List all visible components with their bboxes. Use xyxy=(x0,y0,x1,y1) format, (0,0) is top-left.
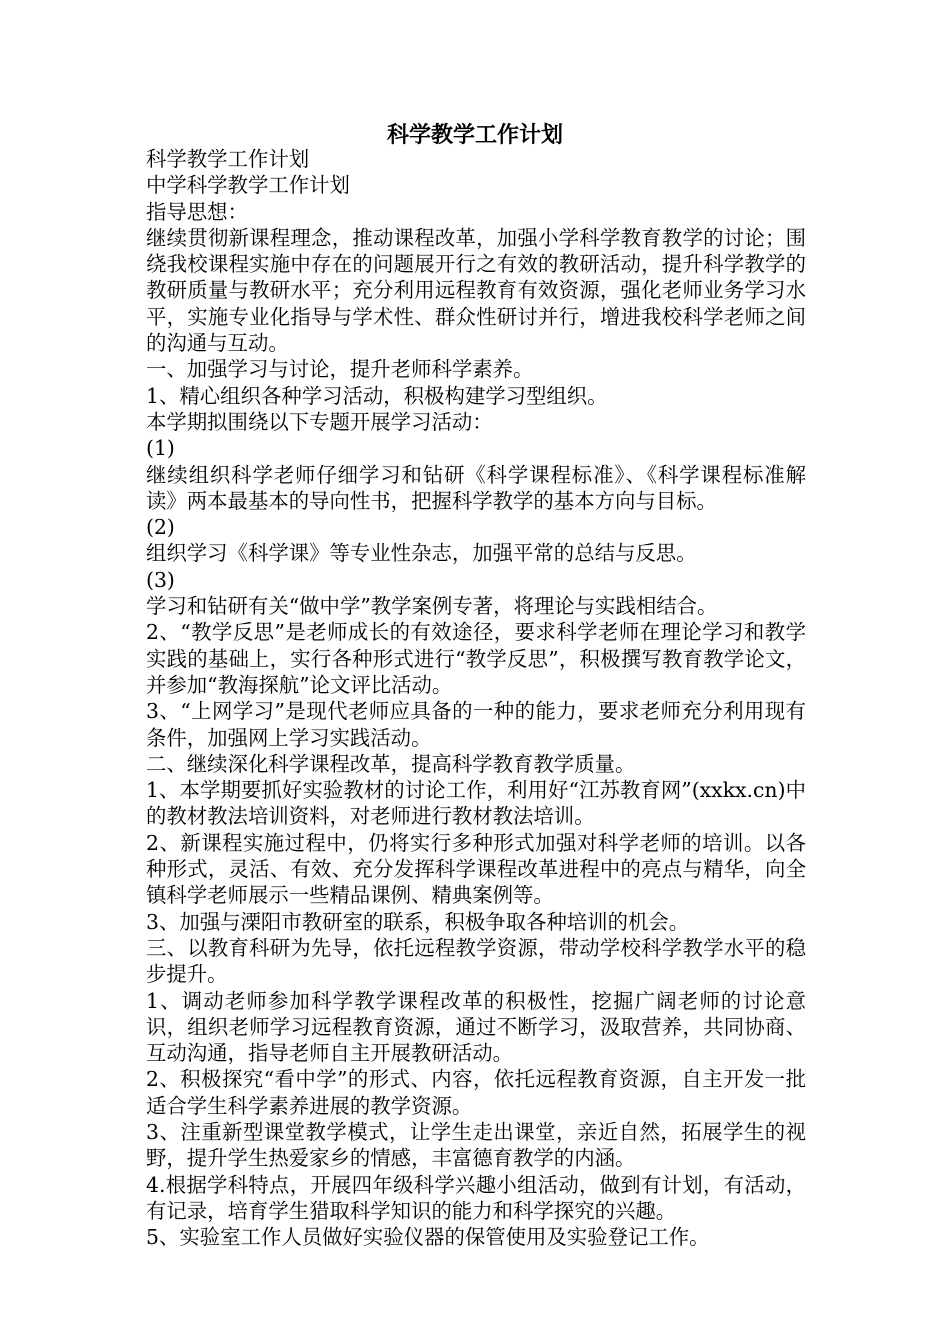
list-marker: (1) xyxy=(146,436,175,461)
body-paragraph: 1、本学期要抓好实验教材的讨论工作，利用好“江苏教育网”(xxkx.cn)中的教材教法培训资料，对老师进行教材教法培训。 xyxy=(146,778,806,829)
body-paragraph: 1、精心组织各种学习活动，积极构建学习型组织。 xyxy=(146,383,608,408)
subtitle-line: 科学教学工作计划 xyxy=(146,147,310,171)
body-paragraph: 继续组织科学老师仔细学习和钻研《科学课程标准》、《科学课程标准解读》两本最基本的导向性书，把握科学教学的基本方向与目标。 xyxy=(146,462,806,513)
body-paragraph: 4.根据学科特点，开展四年级科学兴趣小组活动，做到有计划，有活动，有记录，培育学生猎取科学知识的能力和科学探究的兴趣。 xyxy=(146,1172,806,1223)
document-body xyxy=(146,146,806,1250)
body-paragraph: 3、“上网学习”是现代老师应具备的一种的能力，要求老师充分利用现有条件，加强网上学习实践活动。 xyxy=(146,699,806,750)
section-heading: 三、以教育科研为先导，依托远程教学资源，带动学校科学教学水平的稳步提升。 xyxy=(146,935,806,987)
subtitle-line: 中学科学教学工作计划 xyxy=(146,173,350,198)
body-paragraph: 1、调动老师参加科学教学课程改革的积极性，挖掘广阔老师的讨论意识，组织老师学习远程教育资源，通过不断学习，汲取营养，共同协商、互动沟通，指导老师自主开展教研活动。 xyxy=(146,988,806,1066)
body-paragraph: 本学期拟围绕以下专题开展学习活动： xyxy=(146,409,493,434)
body-paragraph: 2、积极探究“看中学”的形式、内容，依托远程教育资源，自主开发一批适合学生科学素养进展的教学资源。 xyxy=(146,1067,806,1118)
section-heading: 二、继续深化科学课程改革，提高科学教育教学质量。 xyxy=(146,751,636,776)
body-paragraph: 5、实验室工作人员做好实验仪器的保管使用及实验登记工作。 xyxy=(146,1225,710,1250)
body-paragraph: 3、加强与溧阳市教研室的联系，积极争取各种培训的机会。 xyxy=(146,909,690,934)
body-paragraph: 组织学习《科学课》等专业性杂志，加强平常的总结与反思。 xyxy=(146,541,697,566)
body-paragraph: 学习和钻研有关“做中学”教学案例专著，将理论与实践相结合。 xyxy=(146,594,718,619)
document-title: 科学教学工作计划 xyxy=(386,123,563,148)
list-marker: (3) xyxy=(146,567,175,592)
body-paragraph: 2、“教学反思”是老师成长的有效途径，要求科学老师在理论学习和教学实践的基础上，实行各种形式进行“教学反思”，积极撰写教育教学论文，并参加“教海探航”论文评比活动。 xyxy=(146,620,806,697)
body-paragraph: 继续贯彻新课程理念，推动课程改革，加强小学科学教育教学的讨论；围绕我校课程实施中存在的问题展开行之有效的教研活动，提升科学教学的教研质量与教研水平；充分利用远程教育有效资源，强化老师业务学习水平，实施专业化指导与学术性、群众性研讨并行，增进我校科学老师之间的沟通与互动。 xyxy=(146,225,806,356)
body-paragraph: 3、注重新型课堂教学模式，让学生走出课堂，亲近自然，拓展学生的视野，提升学生热爱家乡的情感，丰富德育教学的内涵。 xyxy=(146,1119,806,1171)
list-marker: (2) xyxy=(146,515,175,540)
body-paragraph: 2、新课程实施过程中，仍将实行多种形式加强对科学老师的培训。以各种形式，灵活、有效、充分发挥科学课程改革进程中的亮点与精华，向全镇科学老师展示一些精品课例、精典案例等。 xyxy=(146,830,806,908)
section-heading: 指导思想： xyxy=(146,199,248,224)
section-heading: 一、加强学习与讨论，提升老师科学素养。 xyxy=(146,357,534,382)
